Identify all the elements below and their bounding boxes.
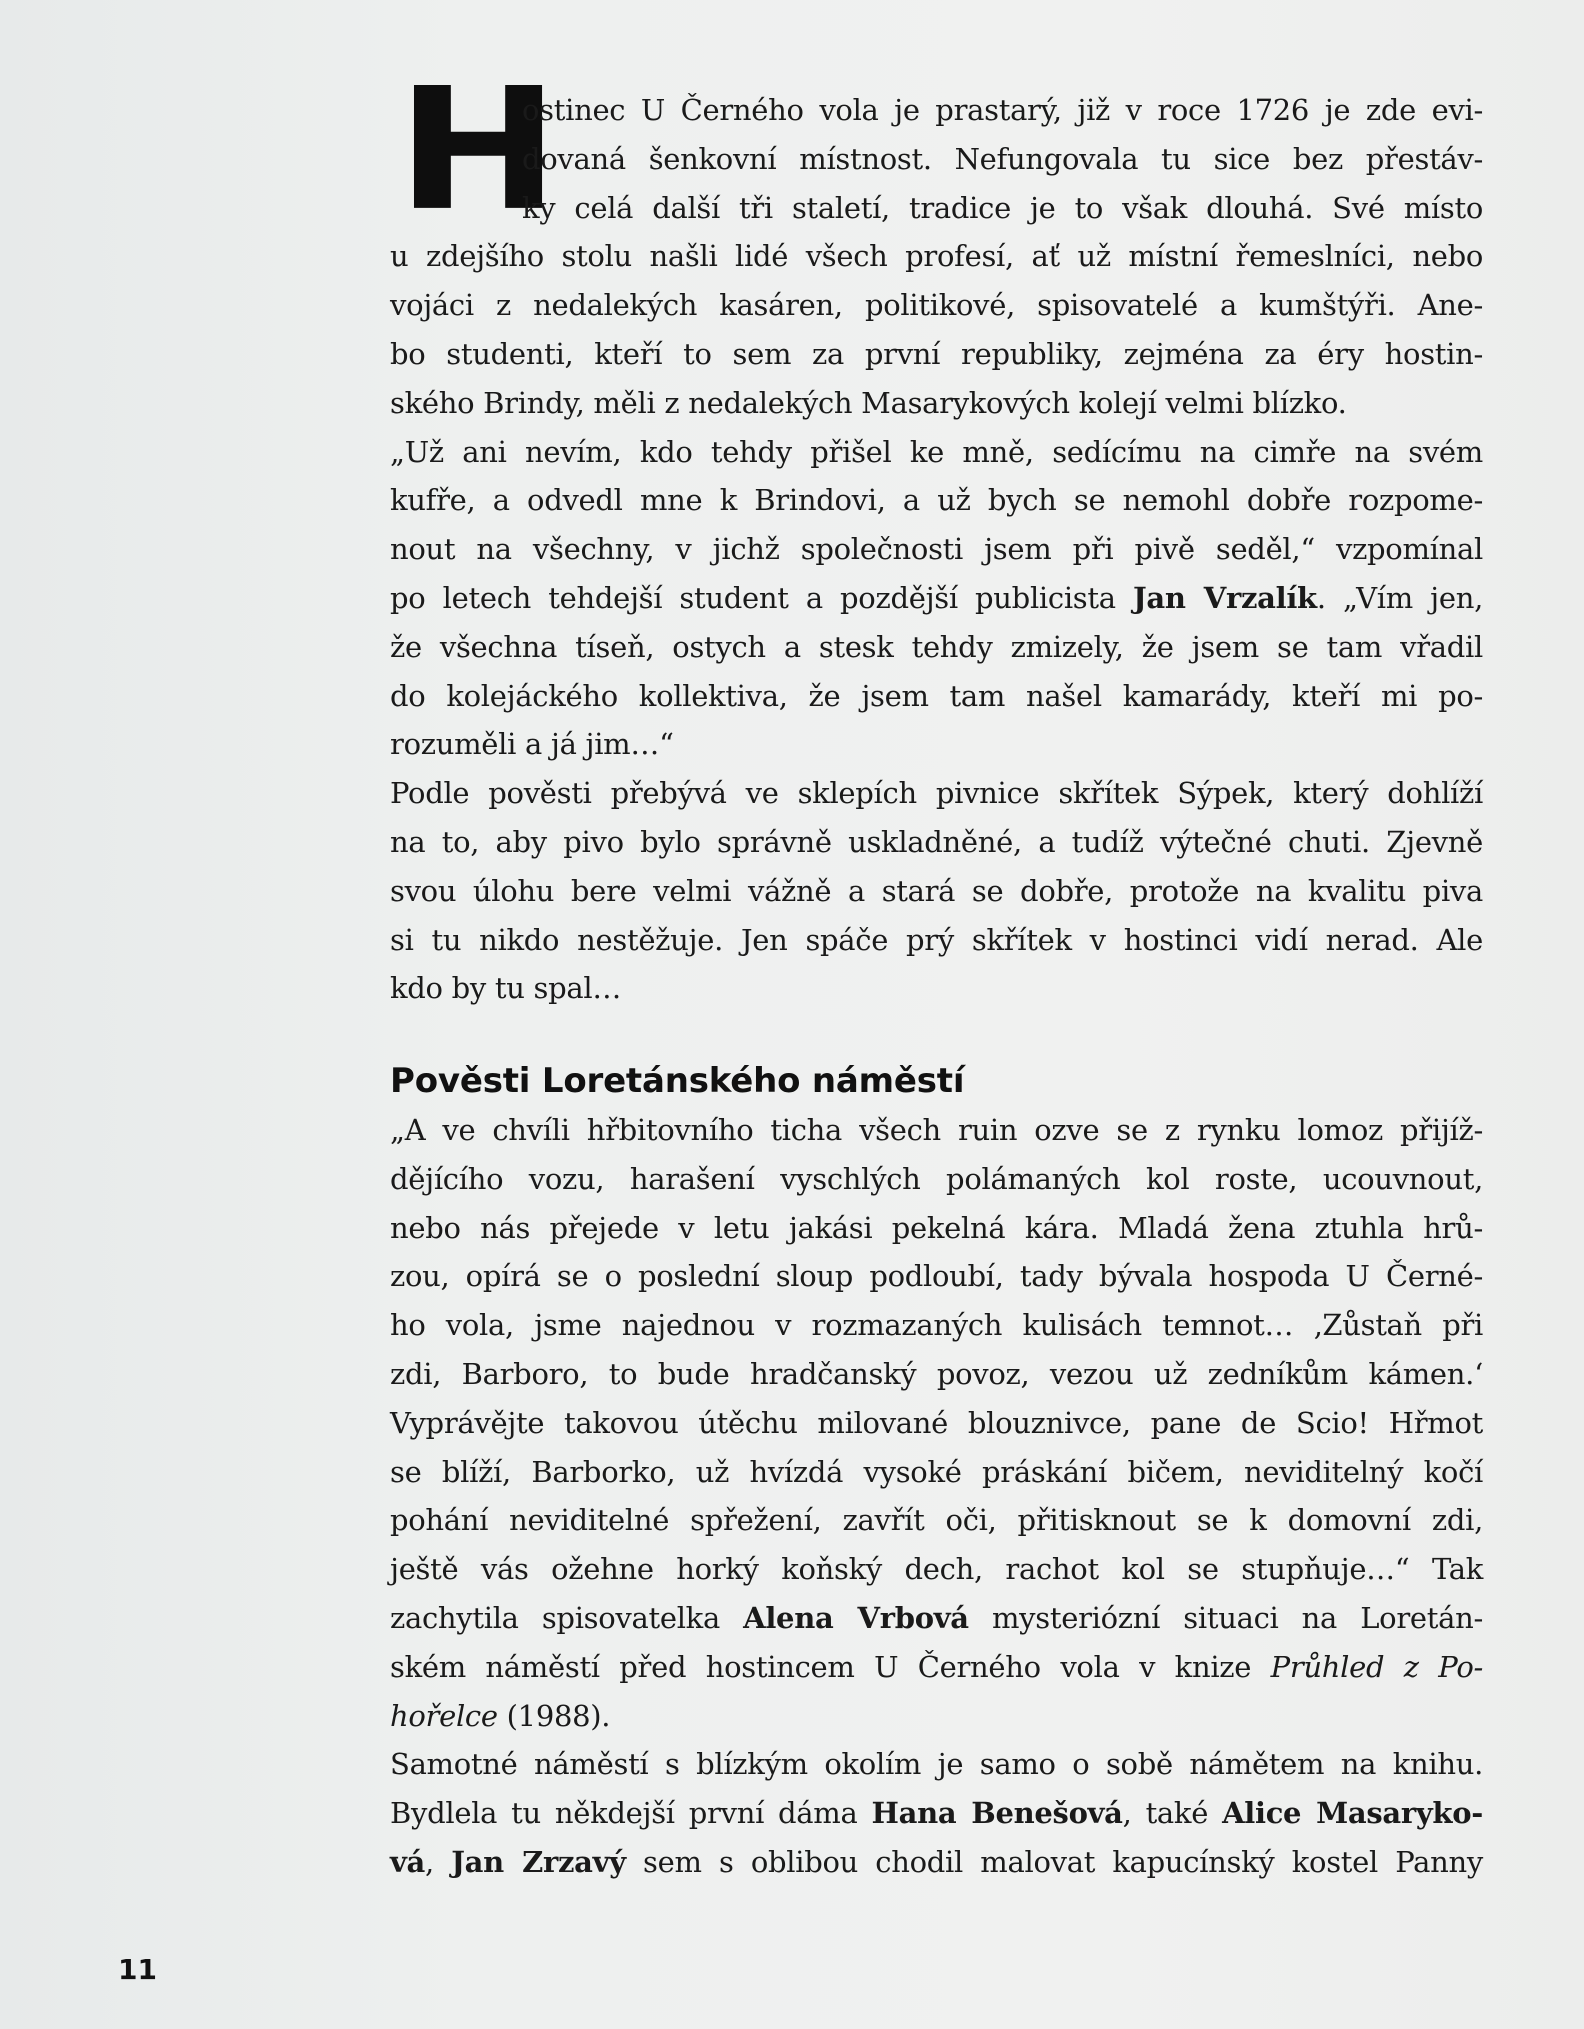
text-run: . „Vím jen,: [1316, 580, 1484, 615]
section-heading: Pověsti Loretánského náměstí: [390, 1061, 965, 1102]
text-run: zachytila spisovatelka: [390, 1600, 744, 1635]
text-line: ostinec U Černého vola je prastarý, již v roce 1726 je zde evi-: [522, 93, 1483, 127]
text-run: po letech tehdejší student a pozdější publicista: [390, 580, 1133, 615]
text-run: (1988).: [497, 1698, 611, 1733]
text-line: kdo by tu spal…: [390, 971, 622, 1006]
text-line: ještě vás ožehne horký koňský dech, rachot kol se stupňuje…“ Tak: [390, 1552, 1483, 1587]
text-line: nout na všechny, v jichž společnosti jsem při pivě seděl,“ vzpomínal: [390, 532, 1483, 567]
text-line: [390, 1692, 1483, 1741]
text-line: [390, 1643, 1483, 1692]
paragraph-intro: [390, 52, 1483, 428]
text-line: vojáci z nedalekých kasáren, politikové, spisovatelé a kumštýři. Ane-: [390, 288, 1483, 323]
page-number: 11: [118, 1953, 157, 1986]
text-line: rozuměli a já jim…“: [390, 727, 674, 762]
text-line: u zdejšího stolu našli lidé všech profesí, ať už místní řemeslníci, nebo: [390, 239, 1483, 274]
text-run: , také: [1122, 1796, 1223, 1831]
text-line: [390, 1594, 1483, 1643]
text-line: zou, opírá se o poslední sloup podloubí, tady bývala hospoda U Černé-: [390, 1259, 1483, 1294]
text-run: Bydlela tu někdejší první dáma: [390, 1796, 872, 1831]
person-name: Alice Masaryko-: [1222, 1796, 1483, 1831]
text-run: ském náměstí před hostincem U Černého vola v knize: [390, 1649, 1271, 1684]
text-column: [390, 52, 1484, 1887]
text-line: že všechna tíseň, ostych a stesk tehdy zmizely, že jsem se tam vřadil: [390, 629, 1483, 664]
text-line: ky celá další tři staletí, tradice je to však dlouhá. Své místo: [522, 190, 1483, 225]
text-run: mysteriózní situaci na Loretán-: [968, 1600, 1483, 1635]
text-line: „Už ani nevím, kdo tehdy přišel ke mně, sedícímu na cimře na svém: [390, 434, 1483, 469]
person-name: Alena Vrbová: [743, 1600, 969, 1635]
drop-cap: H: [396, 52, 561, 249]
text-line: dovaná šenkovní místnost. Nefungovala tu sice bez přestáv-: [522, 141, 1483, 176]
text-line: ho vola, jsme najednou v rozmazaných kulisách temnot… ‚Zůstaň při: [390, 1308, 1483, 1343]
paragraph-legend-sypek: [390, 769, 1483, 1013]
person-name: Hana Benešová: [871, 1796, 1123, 1831]
text-line: do kolejáckého kollektiva, že jsem tam našel kamarády, kteří mi po-: [390, 678, 1483, 713]
person-name: Jan Zrzavý: [451, 1844, 626, 1879]
text-line: dějícího vozu, harašení vyschlých polámaných kol roste, ucouvnout,: [390, 1161, 1483, 1196]
text-line: zdi, Barboro, to bude hradčanský povoz, vezou už zedníkům kámen.‘: [390, 1356, 1483, 1391]
text-line: nebo nás přejede v letu jakási pekelná kára. Mladá žena ztuhla hrů-: [390, 1210, 1483, 1245]
text-line: Podle pověsti přebývá ve sklepích pivnice skřítek Sýpek, který dohlíží: [390, 776, 1483, 811]
text-line: pohání neviditelné spřežení, zavřít oči, přitisknout se k domovní zdi,: [390, 1503, 1483, 1538]
text-line: kufře, a odvedl mne k Brindovi, a už bych se nemohl dobře rozpome-: [390, 483, 1483, 518]
text-line: na to, aby pivo bylo správně uskladněné, a tudíž výtečné chuti. Zjevně: [390, 824, 1483, 859]
text-line: svou úlohu bere velmi vážně a stará se dobře, protože na kvalitu piva: [390, 873, 1483, 908]
paragraph-quote-vrzalik: [390, 428, 1483, 770]
text-line: „A ve chvíli hřbitovního ticha všech ruin ozve se z rynku lomoz přijíž-: [390, 1112, 1483, 1147]
text-line: se blíží, Barborko, už hvízdá vysoké práskání bičem, neviditelný kočí: [390, 1454, 1483, 1489]
text-run: sem s oblibou chodil malovat kapucínský kostel Panny: [625, 1844, 1483, 1879]
paragraph-quote-vrbova: [390, 1106, 1483, 1740]
text-line: bo studenti, kteří to sem za první republiky, zejména za éry hostin-: [390, 336, 1483, 371]
text-line: ského Brindy, měli z nedalekých Masarykových kolejí velmi blízko.: [390, 385, 1347, 420]
text-line: Samotné náměstí s blízkým okolím je samo o sobě námětem na knihu.: [390, 1747, 1483, 1782]
text-line: [390, 1838, 1483, 1887]
person-name: Jan Vrzalík: [1132, 580, 1317, 615]
book-title: hořelce: [390, 1698, 498, 1733]
text-line: Vyprávějte takovou útěchu milované blouznivce, pane de Scio! Hřmot: [390, 1405, 1483, 1440]
text-line: [390, 574, 1483, 623]
paragraph-square: [390, 1740, 1483, 1886]
book-title: Průhled z Po-: [1270, 1649, 1483, 1684]
text-line: [390, 1789, 1483, 1838]
text-line: si tu nikdo nestěžuje. Jen spáče prý skřítek v hostinci vidí nerad. Ale: [390, 922, 1483, 957]
section-spacer: [390, 1013, 1483, 1057]
person-name: vá: [390, 1844, 426, 1879]
text-run: ,: [425, 1844, 452, 1879]
